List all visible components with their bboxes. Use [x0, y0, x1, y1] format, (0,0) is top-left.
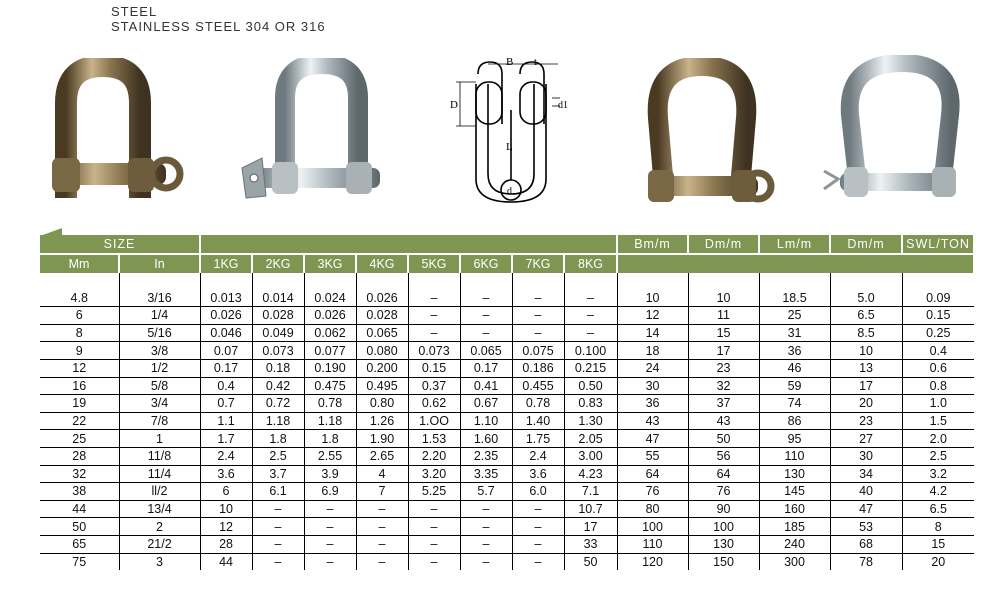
cell-w6: – — [460, 535, 512, 553]
cell-dmm: 32 — [688, 377, 759, 395]
cell-dmm2: 6.5 — [830, 307, 902, 325]
cell-lmm: 25 — [759, 307, 830, 325]
cell-w1: 28 — [200, 535, 252, 553]
cell-in: 7/8 — [119, 412, 200, 430]
cell-mm: 44 — [40, 500, 119, 518]
header-dims-band — [617, 254, 974, 273]
cell-w2: 2.5 — [252, 447, 304, 465]
cell-swl: 0.25 — [902, 324, 974, 342]
cell-lmm: 59 — [759, 377, 830, 395]
cell-w1: 0.4 — [200, 377, 252, 395]
cell-w3: 0.475 — [304, 377, 356, 395]
cell-w4: 0.065 — [356, 324, 408, 342]
cell-mm: 4.8 — [40, 290, 119, 307]
cell-w1: 0.013 — [200, 290, 252, 307]
header-row-bottom — [40, 254, 974, 273]
cell-dmm: 50 — [688, 430, 759, 448]
table-row — [40, 395, 974, 413]
cell-swl: 0.09 — [902, 290, 974, 307]
cell-lmm: 46 — [759, 359, 830, 377]
header-weight-4kg: 4KG — [356, 254, 408, 273]
cell-lmm: 300 — [759, 553, 830, 570]
cell-bmm: 64 — [617, 465, 688, 483]
table-row — [40, 553, 974, 570]
cell-w7: 0.78 — [512, 395, 564, 413]
cell-w2: 1.18 — [252, 412, 304, 430]
cell-w3: 1.18 — [304, 412, 356, 430]
cell-dmm2: 23 — [830, 412, 902, 430]
cell-mm: 28 — [40, 447, 119, 465]
cell-w2: 1.8 — [252, 430, 304, 448]
cell-lmm: 36 — [759, 342, 830, 360]
cell-bmm: 100 — [617, 518, 688, 536]
cell-w5: 1.53 — [408, 430, 460, 448]
cell-mm: 25 — [40, 430, 119, 448]
cell-w8: 2.05 — [564, 430, 617, 448]
header-weight-8kg: 8KG — [564, 254, 617, 273]
header-in: In — [119, 254, 200, 273]
table-row — [40, 324, 974, 342]
header-dmm-2: Dm/m — [830, 235, 902, 254]
cell-dmm2: 34 — [830, 465, 902, 483]
cell-in: 1 — [119, 430, 200, 448]
cell-swl: 0.6 — [902, 359, 974, 377]
cell-swl: 8 — [902, 518, 974, 536]
cell-w6: 2.35 — [460, 447, 512, 465]
cell-in: 1/2 — [119, 359, 200, 377]
cell-w7: – — [512, 290, 564, 307]
cell-w1: 2.4 — [200, 447, 252, 465]
cell-w6: – — [460, 553, 512, 570]
cell-swl: 0.4 — [902, 342, 974, 360]
cell-mm: 19 — [40, 395, 119, 413]
cell-w5: 0.62 — [408, 395, 460, 413]
shackle-spec-table — [40, 235, 975, 570]
cell-swl: 6.5 — [902, 500, 974, 518]
cell-w3: – — [304, 500, 356, 518]
header-weight-6kg: 6KG — [460, 254, 512, 273]
cell-w6: 5.7 — [460, 483, 512, 501]
cell-w7: 3.6 — [512, 465, 564, 483]
cell-w6: – — [460, 324, 512, 342]
cell-w4: 0.026 — [356, 290, 408, 307]
d-shackle-galvanized-image — [240, 58, 390, 208]
cell-dmm2: 20 — [830, 395, 902, 413]
cell-w8: 1.30 — [564, 412, 617, 430]
cell-lmm: 95 — [759, 430, 830, 448]
cell-w4: 0.80 — [356, 395, 408, 413]
cell-w8: 17 — [564, 518, 617, 536]
cell-swl: 0.8 — [902, 377, 974, 395]
cell-w3: 0.024 — [304, 290, 356, 307]
header-weight-7kg: 7KG — [512, 254, 564, 273]
cell-swl: 20 — [931, 554, 946, 569]
cell-w2: 0.049 — [252, 324, 304, 342]
cell-w6: – — [460, 500, 512, 518]
cell-bmm: 36 — [617, 395, 688, 413]
cell-w2: – — [252, 535, 304, 553]
cell-w5: 5.25 — [408, 483, 460, 501]
cell-w8: 0.215 — [564, 359, 617, 377]
cell-w1: 0.7 — [200, 395, 252, 413]
cell-in: 3/16 — [119, 290, 200, 307]
cell-w6: 0.41 — [460, 377, 512, 395]
cell-w2: – — [252, 553, 304, 570]
cell-w6: – — [460, 518, 512, 536]
cell-w3: – — [304, 535, 356, 553]
bow-shackle-galvanized-image — [820, 55, 970, 213]
cell-in: 13/4 — [119, 500, 200, 518]
cell-dmm: 130 — [688, 535, 759, 553]
cell-w6: – — [460, 290, 512, 307]
cell-w5: – — [408, 535, 460, 553]
cell-swl: 3.2 — [902, 465, 974, 483]
cell-w6: 0.065 — [460, 342, 512, 360]
cell-w8: 7.1 — [564, 483, 617, 501]
cell-w2: 0.72 — [252, 395, 304, 413]
cell-w8: 50 — [564, 553, 617, 570]
cell-bmm: 12 — [617, 307, 688, 325]
cell-dmm2: 30 — [830, 447, 902, 465]
cell-w7: 2.4 — [512, 447, 564, 465]
cell-w1: 10 — [200, 500, 252, 518]
cell-w4: 0.080 — [356, 342, 408, 360]
header-mm: Mm — [40, 254, 119, 273]
cell-w3: 0.062 — [304, 324, 356, 342]
cell-bmm: 120 — [617, 553, 688, 570]
cell-swl: 1.5 — [902, 412, 974, 430]
cell-bmm: 110 — [617, 535, 688, 553]
cell-dmm: 76 — [688, 483, 759, 501]
diagram-label-d1: d1 — [558, 100, 568, 111]
table-row — [40, 377, 974, 395]
cell-w1: 6 — [200, 483, 252, 501]
header-weight-5kg: 5KG — [408, 254, 460, 273]
cell-bmm: 76 — [617, 483, 688, 501]
cell-dmm2: 68 — [830, 535, 902, 553]
cell-w5: – — [408, 500, 460, 518]
table-row — [40, 307, 974, 325]
table-row — [40, 500, 974, 518]
cell-mm: 9 — [40, 342, 119, 360]
cell-lmm: 110 — [759, 447, 830, 465]
cell-w6: 3.35 — [460, 465, 512, 483]
cell-lmm: 240 — [759, 535, 830, 553]
diagram-label-b: B — [506, 56, 514, 68]
cell-w8: – — [564, 307, 617, 325]
diagram-label-d: d — [507, 186, 512, 197]
cell-mm: 22 — [40, 412, 119, 430]
cell-w1: 3.6 — [200, 465, 252, 483]
header-bmm: Bm/m — [617, 235, 688, 254]
header-row-top — [40, 235, 974, 254]
cell-w3: 1.8 — [304, 430, 356, 448]
cell-w6: 1.60 — [460, 430, 512, 448]
table-row — [40, 412, 974, 430]
cell-w1: 0.026 — [200, 307, 252, 325]
cell-w4: 2.65 — [356, 447, 408, 465]
diagram-label-t: t — [534, 57, 537, 68]
cell-lmm: 160 — [759, 500, 830, 518]
cell-w3: 0.78 — [304, 395, 356, 413]
cell-bmm: 47 — [617, 430, 688, 448]
cell-lmm: 31 — [759, 324, 830, 342]
bow-shackle-bronze-image — [640, 58, 780, 213]
cell-in: 2 — [119, 518, 200, 536]
cell-w7: 1.40 — [512, 412, 564, 430]
cell-in: 5/8 — [119, 377, 200, 395]
cell-dmm2: 5.0 — [830, 290, 902, 307]
cell-mm: 6 — [40, 307, 119, 325]
cell-w6: 1.10 — [460, 412, 512, 430]
cell-dmm: 37 — [688, 395, 759, 413]
table-row — [40, 290, 974, 307]
cell-w4: – — [356, 500, 408, 518]
header-dmm: Dm/m — [688, 235, 759, 254]
cell-swl: 1.0 — [902, 395, 974, 413]
cell-w1: 44 — [200, 553, 252, 570]
cell-bmm: 10 — [617, 290, 688, 307]
cell-bmm: 24 — [617, 359, 688, 377]
cell-dmm: 43 — [688, 412, 759, 430]
cell-swl: 0.15 — [902, 307, 974, 325]
cell-w5: 2.20 — [408, 447, 460, 465]
cell-w5: 0.37 — [408, 377, 460, 395]
cell-dmm: 23 — [688, 359, 759, 377]
cell-w4: 1.26 — [356, 412, 408, 430]
table-row — [40, 518, 974, 536]
cell-w6: 0.17 — [460, 359, 512, 377]
cell-w7: – — [512, 307, 564, 325]
cell-w8: 3.00 — [564, 447, 617, 465]
cell-mm: 8 — [40, 324, 119, 342]
cell-bmm: 30 — [617, 377, 688, 395]
cell-w1: 0.07 — [200, 342, 252, 360]
cell-bmm: 80 — [617, 500, 688, 518]
cell-in: 3 — [119, 553, 200, 570]
header-weight-2kg: 2KG — [252, 254, 304, 273]
cell-w7: – — [512, 324, 564, 342]
cell-dmm2: 10 — [830, 342, 902, 360]
cell-w4: 0.028 — [356, 307, 408, 325]
table-row — [40, 483, 974, 501]
cell-w5: – — [408, 324, 460, 342]
cell-w7: 1.75 — [512, 430, 564, 448]
cell-swl: 4.2 — [902, 483, 974, 501]
cell-mm: 16 — [40, 377, 119, 395]
cell-in: ll/2 — [119, 483, 200, 501]
table-row — [40, 465, 974, 483]
cell-lmm: 130 — [759, 465, 830, 483]
cell-w2: 6.1 — [252, 483, 304, 501]
spec-table-body — [40, 273, 974, 570]
cell-w7: – — [512, 518, 564, 536]
cell-w4: 1.90 — [356, 430, 408, 448]
cell-w8: 0.50 — [564, 377, 617, 395]
cell-w7: 6.0 — [512, 483, 564, 501]
cell-bmm: 18 — [617, 342, 688, 360]
cell-w6: 0.67 — [460, 395, 512, 413]
cell-w7: – — [512, 553, 564, 570]
cell-mm: 50 — [40, 518, 119, 536]
cell-mm: 65 — [40, 535, 119, 553]
cell-lmm: 18.5 — [759, 290, 830, 307]
cell-w4: 0.495 — [356, 377, 408, 395]
table-row — [40, 447, 974, 465]
cell-w2: – — [252, 500, 304, 518]
cell-in: 3/4 — [119, 395, 200, 413]
cell-w3: – — [304, 518, 356, 536]
cell-w4: 0.200 — [356, 359, 408, 377]
cell-mm: 38 — [40, 483, 119, 501]
cell-w5: 0.15 — [408, 359, 460, 377]
cell-mm: 32 — [40, 465, 119, 483]
cell-in: 3/8 — [119, 342, 200, 360]
table-row — [40, 359, 974, 377]
title-stainless: STAINLESS STEEL 304 OR 316 — [111, 19, 326, 34]
cell-w4: 7 — [356, 483, 408, 501]
cell-w2: 0.18 — [252, 359, 304, 377]
cell-w3: 6.9 — [304, 483, 356, 501]
cell-dmm: 150 — [688, 553, 759, 570]
cell-w8: 33 — [564, 535, 617, 553]
cell-dmm2: 27 — [830, 430, 902, 448]
cell-in: 11/8 — [119, 447, 200, 465]
table-row — [40, 430, 974, 448]
cell-w5: – — [408, 307, 460, 325]
cell-swl: 2.0 — [902, 430, 974, 448]
cell-w8: 0.100 — [564, 342, 617, 360]
cell-w2: 3.7 — [252, 465, 304, 483]
cell-w5: – — [408, 518, 460, 536]
cell-dmm: 64 — [688, 465, 759, 483]
cell-bmm: 14 — [617, 324, 688, 342]
cell-w2: 0.028 — [252, 307, 304, 325]
cell-w8: 10.7 — [564, 500, 617, 518]
cell-dmm2: 47 — [830, 500, 902, 518]
cell-mm: 12 — [40, 359, 119, 377]
cell-lmm: 185 — [759, 518, 830, 536]
cell-dmm2: 40 — [830, 483, 902, 501]
cell-lmm: 145 — [759, 483, 830, 501]
cell-dmm2: 8.5 — [830, 324, 902, 342]
cell-w2: 0.014 — [252, 290, 304, 307]
diagram-label-upper-d: D — [450, 99, 458, 111]
cell-lmm: 74 — [759, 395, 830, 413]
header-weight-1kg: 1KG — [200, 254, 252, 273]
cell-dmm: 17 — [688, 342, 759, 360]
cell-w3: 0.077 — [304, 342, 356, 360]
cell-dmm: 100 — [688, 518, 759, 536]
cell-dmm: 11 — [688, 307, 759, 325]
cell-w3: 2.55 — [304, 447, 356, 465]
cell-w3: – — [304, 553, 356, 570]
cell-w2: 0.42 — [252, 377, 304, 395]
cell-dmm: 10 — [688, 290, 759, 307]
cell-w5: 1.OO — [408, 412, 460, 430]
cell-w7: – — [512, 535, 564, 553]
cell-dmm2: 17 — [830, 377, 902, 395]
cell-in: 11/4 — [119, 465, 200, 483]
cell-w4: – — [356, 518, 408, 536]
diagram-label-l: L — [506, 141, 513, 153]
table-row — [40, 535, 974, 553]
cell-w2: – — [252, 518, 304, 536]
header-lmm: Lm/m — [759, 235, 830, 254]
cell-in: 1/4 — [119, 307, 200, 325]
cell-w5: – — [408, 553, 460, 570]
cell-w5: – — [408, 290, 460, 307]
title-steel: STEEL — [111, 4, 158, 19]
header-size: SIZE — [40, 235, 200, 254]
cell-dmm: 90 — [688, 500, 759, 518]
cell-bmm: 55 — [617, 447, 688, 465]
cell-swl: 15 — [902, 535, 974, 553]
shackle-dimension-diagram — [448, 54, 580, 210]
cell-dmm2: 13 — [830, 359, 902, 377]
cell-w5: 0.073 — [408, 342, 460, 360]
table-row — [40, 342, 974, 360]
header-weight-3kg: 3KG — [304, 254, 356, 273]
cell-swl: 2.5 — [902, 447, 974, 465]
cell-w1: 1.7 — [200, 430, 252, 448]
cell-w2: 0.073 — [252, 342, 304, 360]
cell-dmm2: 78 — [830, 553, 902, 570]
cell-w8: – — [564, 290, 617, 307]
spacer-row — [40, 273, 974, 290]
cell-w4: 4 — [356, 465, 408, 483]
cell-in: 5/16 — [119, 324, 200, 342]
cell-w8: 4.23 — [564, 465, 617, 483]
cell-w3: 0.190 — [304, 359, 356, 377]
cell-w7: 0.075 — [512, 342, 564, 360]
cell-w1: 1.1 — [200, 412, 252, 430]
cell-w7: 0.186 — [512, 359, 564, 377]
cell-w3: 3.9 — [304, 465, 356, 483]
cell-bmm: 43 — [617, 412, 688, 430]
cell-w8: 0.83 — [564, 395, 617, 413]
cell-w1: 0.046 — [200, 324, 252, 342]
cell-w6: – — [460, 307, 512, 325]
cell-w1: 0.17 — [200, 359, 252, 377]
cell-w1: 12 — [200, 518, 252, 536]
header-weight-band — [200, 235, 617, 254]
cell-w4: – — [356, 553, 408, 570]
cell-dmm: 15 — [688, 324, 759, 342]
cell-in: 21/2 — [119, 535, 200, 553]
cell-w8: – — [564, 324, 617, 342]
cell-dmm: 56 — [688, 447, 759, 465]
catalog-titles — [111, 4, 326, 34]
cell-w5: 3.20 — [408, 465, 460, 483]
cell-w7: – — [512, 500, 564, 518]
cell-w4: – — [356, 535, 408, 553]
d-shackle-bronze-image — [48, 58, 188, 213]
cell-mm: 75 — [40, 553, 119, 570]
cell-dmm2: 53 — [830, 518, 902, 536]
cell-lmm: 86 — [759, 412, 830, 430]
cell-w3: 0.026 — [304, 307, 356, 325]
header-swl: SWL/TON — [902, 235, 974, 254]
cell-w7: 0.455 — [512, 377, 564, 395]
